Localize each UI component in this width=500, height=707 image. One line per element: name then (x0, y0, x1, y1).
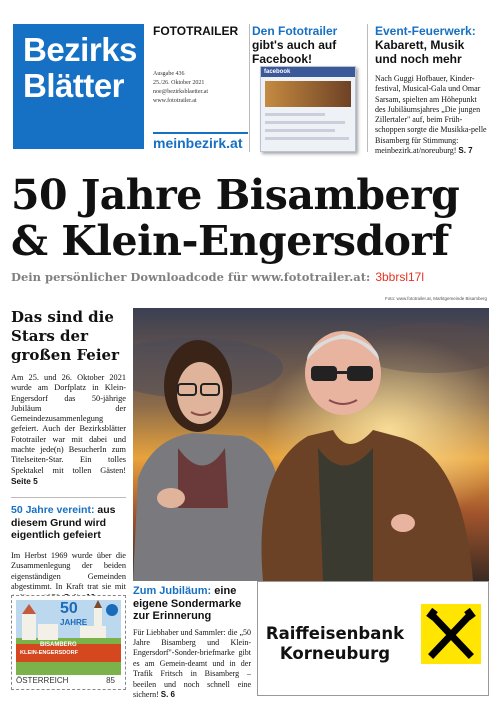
feature-title: Das sind die Stars der großen Feier (11, 308, 119, 364)
facebook-row (265, 137, 349, 140)
event-teaser[interactable] (375, 24, 489, 156)
event-kicker: Event-Feuerwerk: (375, 24, 476, 38)
ad-line-2: Korneuburg (279, 644, 391, 663)
stamp-number: 50 (60, 600, 78, 617)
stamp-article (133, 585, 251, 700)
stamp-banner-1: BISAMBERG (40, 642, 77, 648)
logo-line-1: Bezirks (23, 31, 137, 68)
download-text: Dein persönlicher Downloadcode für www.fototrailer.at: (11, 270, 371, 284)
cover-photo (133, 308, 489, 581)
issue-date: 25./26. Oktober 2021 (153, 80, 205, 86)
facebook-row (265, 113, 325, 116)
facebook-bar-label: facebook (264, 69, 291, 75)
meinbezirk-link[interactable]: meinbezirk.at (153, 132, 248, 151)
facebook-bar (261, 67, 355, 77)
facebook-kicker: Den Fototrailer (252, 24, 338, 38)
feature-text: Am 25. und 26. Oktober 2021 wurde am Dorfplatz in Klein-Engersdorf das 50-jährige Jubiläum der Gemeindezusammenlegung gefeiert. Auch der Bezirksblätter Fototrailer war mit dabei und machte jede(n) BesucherIn zum Titelseiten-Star. Ein tolles Spektakel mit tollen Gästen! (11, 373, 126, 475)
issue-number: Ausgabe 436 (153, 71, 185, 77)
facebook-teaser[interactable] (252, 24, 360, 152)
event-title: Kabarett, Musik und noch mehr (375, 38, 465, 66)
ad-line-1: Raiffeisenbank (265, 624, 405, 643)
reason-kicker: 50 Jahre vereint: (11, 504, 95, 517)
stamp-country: ÖSTERREICH (16, 676, 69, 685)
raiffeisen-logo-icon (421, 604, 481, 664)
column-divider (249, 24, 250, 152)
stamp-banner-2: KLEIN-ENGERSDORF (20, 650, 79, 656)
stamp-text: Für Liebhaber und Sammler: die „50 Jahre Bisamberg und Klein-Engersdorf"-Sonder-briefmarke gibt es am Gemein-deamt und in der Trafik Fritsch in Bisamberg – beeilen und noch schnell eine sichern! (133, 627, 251, 699)
photo-credit: Foto: www.fototrailer.at, Marktgemeinde Bisamberg (384, 296, 487, 301)
fototrailer-kicker: FOTOTRAILER (153, 24, 239, 38)
stamp-image (11, 595, 126, 690)
facebook-row (265, 121, 345, 124)
headline-line-1: 50 Jahre Bisamberg (11, 171, 460, 219)
event-page-ref: S. 7 (458, 146, 473, 156)
raiffeisen-ad[interactable] (257, 581, 489, 696)
stamp-heading (133, 585, 251, 623)
logo-line-2: Blätter (23, 67, 125, 104)
reason-title: aus diesem Grund wird eigentlich gefeiert (11, 504, 116, 541)
event-body (375, 74, 489, 156)
download-code-line (11, 270, 493, 284)
ad-bank-name (260, 624, 410, 664)
headline-line-2: & Klein-Engersdorf (11, 217, 449, 265)
stamp-title: eine eigene Sondermarke zur Erinnerung (133, 585, 242, 622)
main-headline (11, 172, 493, 264)
couple-photo-illustration (133, 308, 489, 581)
issue-email: noe@bezirksblaetter.at (153, 89, 209, 95)
event-text: Nach Guggi Hofbauer, Kinder-festival, Musical-Gala und Omar Sarsam, spielten am Höhepunkt des Jubiläumsjahres „Die jungen Zillertaler" auf, beim Früh-schoppen sorgte die Musikka-pelle Bisamberg für Stimmung: meinbezirk.at/noreuburg! (375, 74, 487, 156)
bezirksblaetter-logo (13, 24, 144, 149)
stamp-body (133, 628, 251, 701)
feature-page-ref: Seite 5 (11, 475, 38, 486)
facebook-cover-image (265, 81, 351, 107)
issue-info (153, 24, 248, 152)
download-code[interactable]: 3bbrsl17l (375, 270, 425, 284)
feature-body (11, 373, 126, 487)
issue-meta (153, 70, 208, 106)
facebook-screenshot (260, 66, 356, 152)
facebook-row (265, 129, 335, 132)
stamp-label: JAHRE (60, 618, 88, 627)
gable-cross-icon (421, 604, 481, 664)
left-column (11, 308, 126, 604)
stamp-kicker: Zum Jubiläum: (133, 585, 212, 597)
column-divider (367, 24, 368, 152)
facebook-title: gibt's auch auf Facebook! (252, 38, 337, 66)
reason-heading (11, 497, 126, 541)
stamp-value: 85 (106, 676, 115, 685)
reason-text: Im Herbst 1969 wurde über die Zusammenlegung der beiden eigenständigen Gemeinden abgestimmt. In Kraft trat sie mit (11, 551, 126, 592)
issue-web: www.fototrailer.at (153, 98, 197, 104)
stamp-page-ref: S. 6 (160, 689, 175, 699)
